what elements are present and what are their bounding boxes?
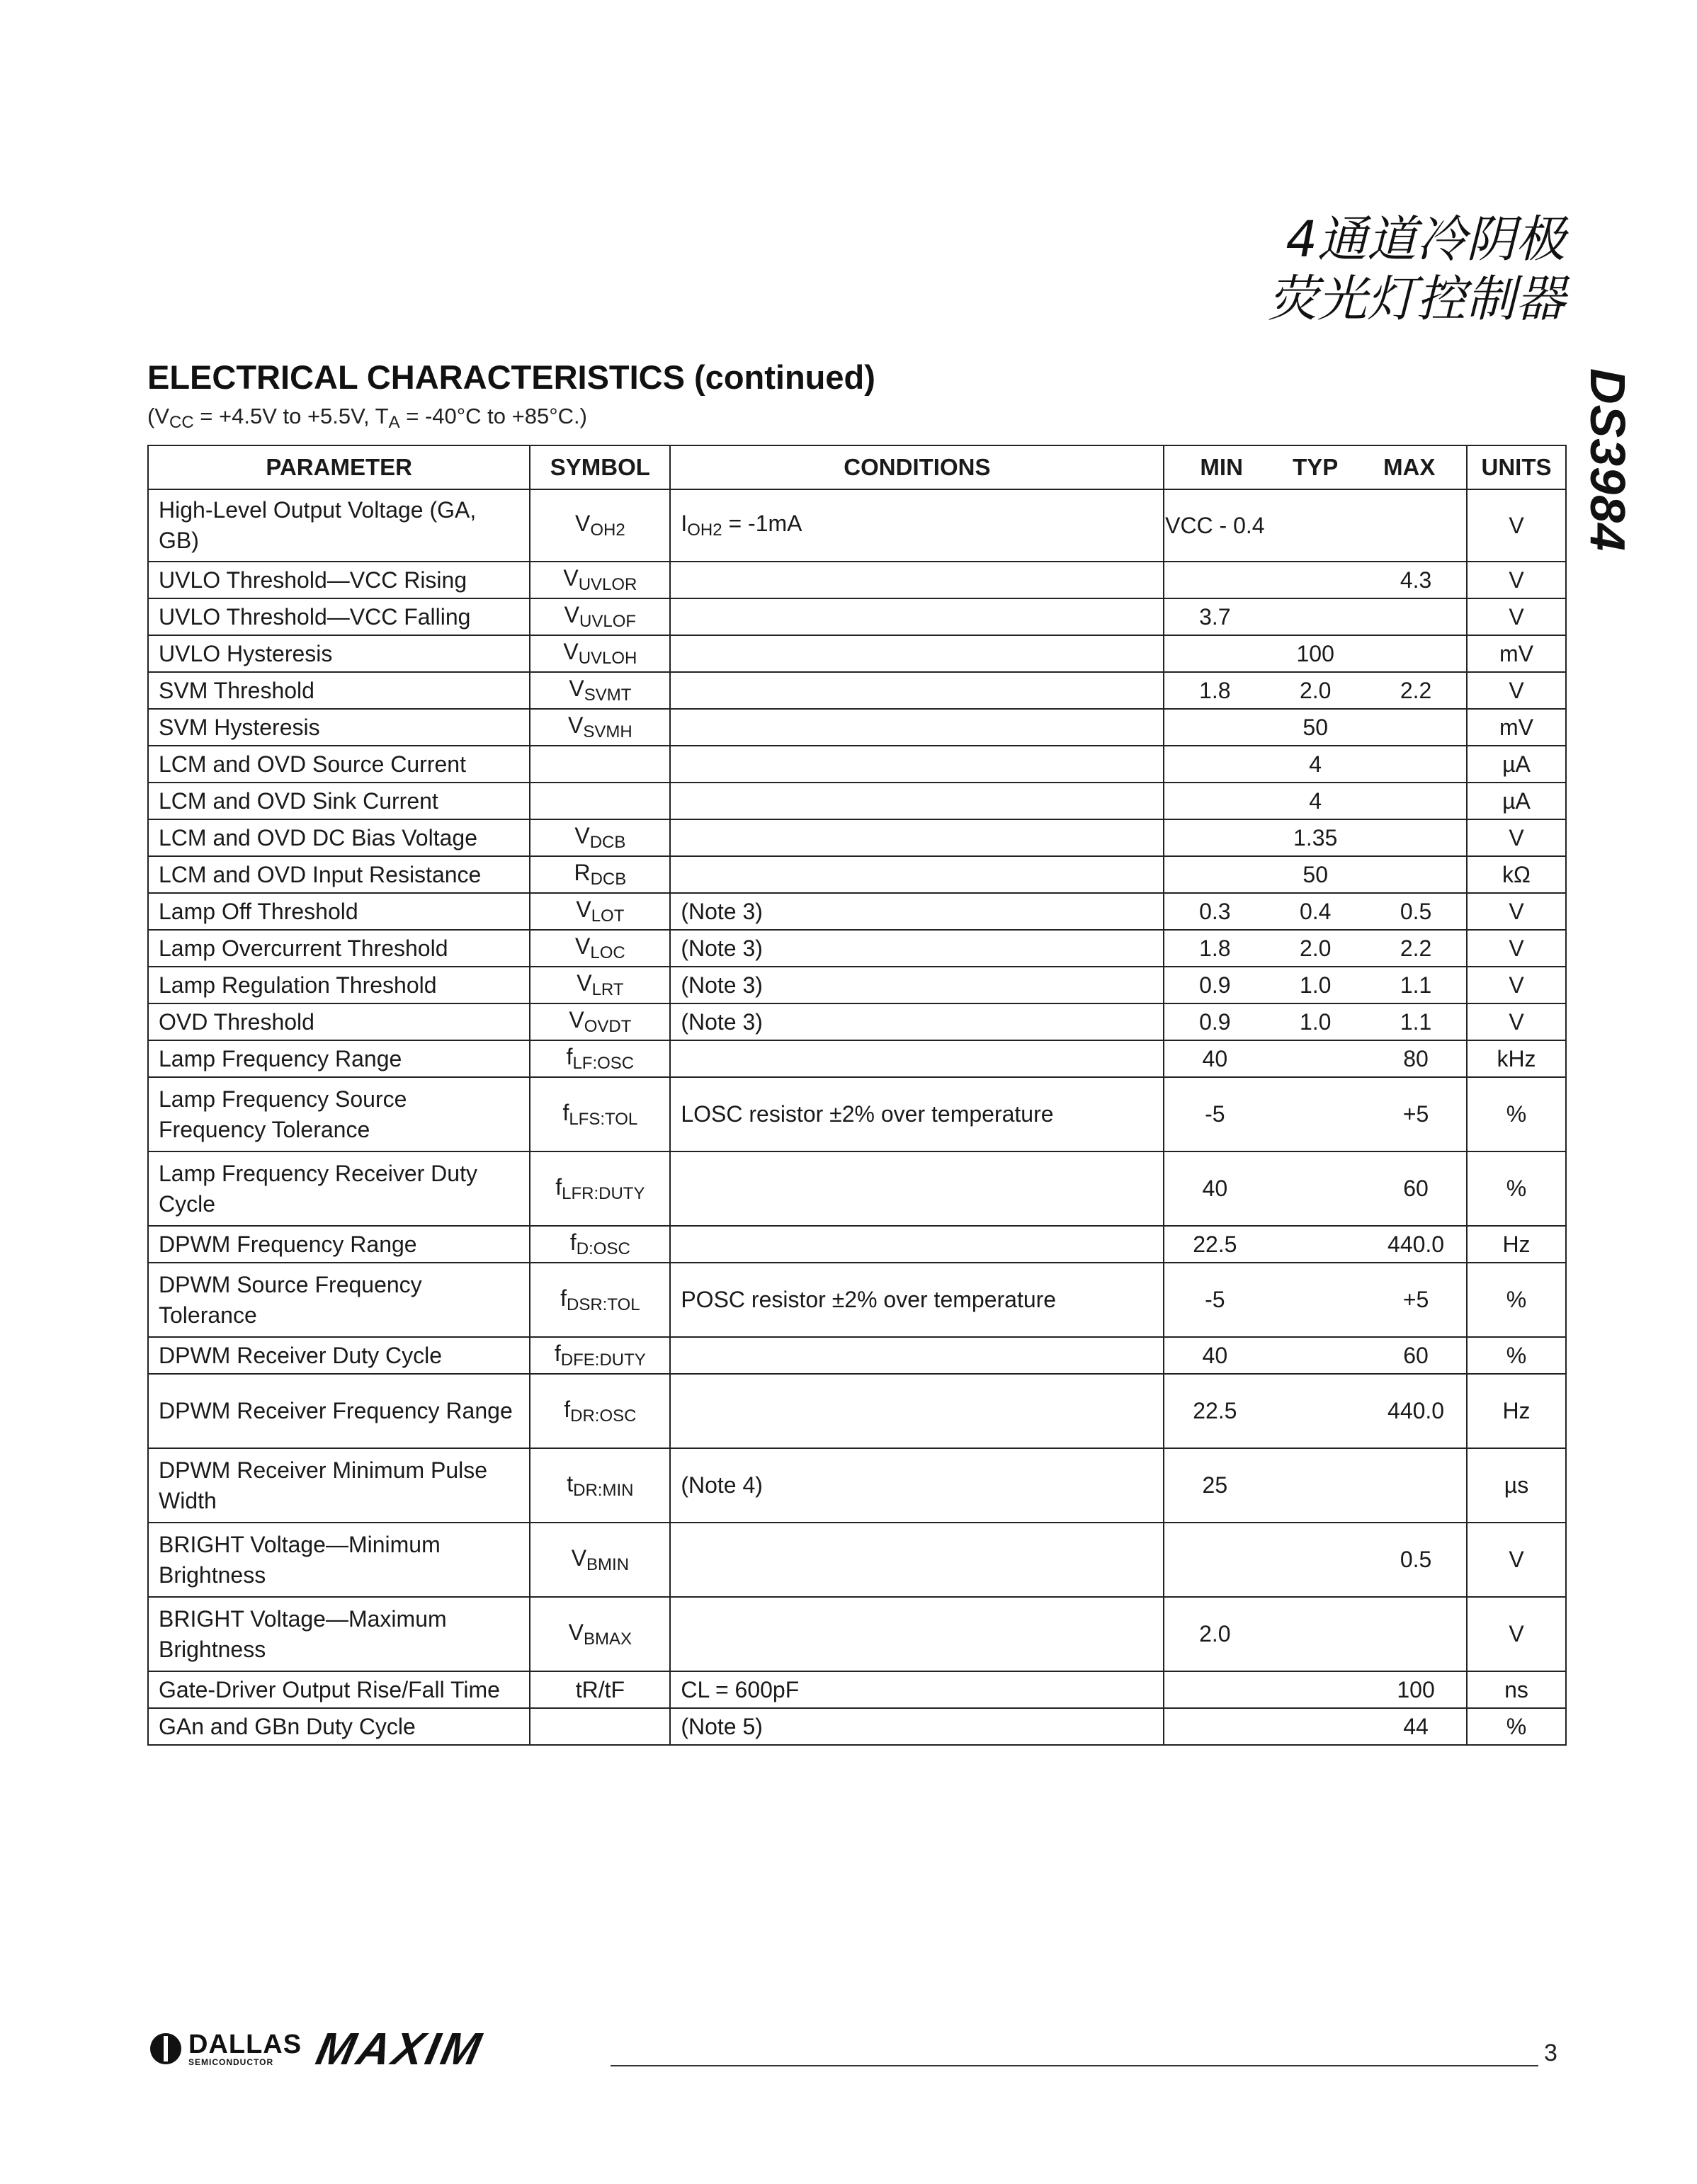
min-value: 3.7 (1199, 603, 1231, 630)
symbol-cell: $f_{D:OSC}$ (530, 1226, 670, 1263)
units-cell: V (1467, 1523, 1566, 1597)
dallas-brand-sub: SEMICONDUCTOR (188, 2057, 274, 2067)
conditions-cell: CL = 600pF (670, 1671, 1164, 1708)
parameter-cell: Gate-Driver Output Rise/Fall Time (148, 1671, 530, 1708)
parameter-cell: LCM and OVD Sink Current (148, 783, 530, 819)
min-typ-max-cell (1164, 672, 1467, 709)
symbol-cell (530, 783, 670, 819)
operating-conditions: ($V_{CC} = +4.5V$ to +5.5V, $T_A = -40^\circ C$ to +85°C.) (147, 404, 587, 432)
header-symbol: SYMBOL (530, 445, 670, 489)
min-value: 22.5 (1193, 1231, 1237, 1257)
symbol-cell: $V_{DCB}$ (530, 819, 670, 856)
min-value: 0.3 (1199, 898, 1231, 924)
symbol-cell: $V_{UVLOF}$ (530, 598, 670, 635)
symbol-cell: $V_{SVMT}$ (530, 672, 670, 709)
max-value (1366, 1472, 1466, 1498)
conditions-cell (670, 709, 1164, 746)
min-typ-max-cell (1164, 489, 1467, 562)
conditions-cell: $I_{OH2} = -1mA$ (670, 489, 1164, 562)
max-value: 4.3 (1400, 567, 1432, 593)
min-value (1164, 567, 1265, 593)
min-value: 40 (1202, 1045, 1228, 1071)
min-typ-max-cell (1164, 1708, 1467, 1745)
units-cell: % (1467, 1077, 1566, 1151)
table-row (148, 967, 1566, 1003)
document-title (1268, 210, 1565, 329)
min-typ-max-cell (1164, 783, 1467, 819)
table-row (148, 819, 1566, 856)
conditions-cell (670, 598, 1164, 635)
symbol-cell (530, 746, 670, 783)
conditions-cell (670, 746, 1164, 783)
symbol-cell: $V_{LOT}$ (530, 893, 670, 930)
typ-value (1265, 1398, 1366, 1424)
header-parameter: PARAMETER (148, 445, 530, 489)
max-value (1366, 1621, 1466, 1647)
parameter-cell: DPWM Receiver Duty Cycle (148, 1337, 530, 1374)
symbol-cell: $V_{LOC}$ (530, 930, 670, 967)
symbol-cell: $V_{SVMH}$ (530, 709, 670, 746)
max-value (1366, 825, 1466, 851)
min-typ-max-cell (1164, 562, 1467, 598)
conditions-cell (670, 783, 1164, 819)
conditions-cell (670, 635, 1164, 672)
table-row (148, 1003, 1566, 1040)
max-value (1366, 641, 1466, 667)
table-row (148, 1448, 1566, 1523)
max-value: 1.1 (1400, 972, 1432, 998)
units-cell: mV (1467, 635, 1566, 672)
max-value: 60 (1403, 1342, 1429, 1368)
parameter-cell: BRIGHT Voltage—Maximum Brightness (148, 1597, 530, 1671)
parameter-cell: GAn and GBn Duty Cycle (148, 1708, 530, 1745)
min-value (1164, 788, 1265, 814)
symbol-cell: $V_{OH2}$ (530, 489, 670, 562)
table-row (148, 1263, 1566, 1337)
symbol-cell (530, 1708, 670, 1745)
table-row (148, 1708, 1566, 1745)
parameter-cell: Lamp Off Threshold (148, 893, 530, 930)
parameter-cell: BRIGHT Voltage—Minimum Brightness (148, 1523, 530, 1597)
min-typ-max-cell (1164, 1597, 1467, 1671)
table-row (148, 893, 1566, 930)
min-typ-max-cell (1164, 1523, 1467, 1597)
symbol-cell: $f_{LFR:DUTY}$ (530, 1151, 670, 1226)
header-units: UNITS (1467, 445, 1566, 489)
table-row (148, 598, 1566, 635)
max-value: 2.2 (1400, 935, 1432, 961)
conditions-cell (670, 819, 1164, 856)
units-cell: V (1467, 1597, 1566, 1671)
max-value (1366, 751, 1466, 778)
symbol-cell: $V_{LRT}$ (530, 967, 670, 1003)
table-row (148, 1337, 1566, 1374)
max-value: 100 (1397, 1676, 1435, 1702)
parameter-cell: DPWM Receiver Frequency Range (148, 1374, 530, 1448)
units-cell: V (1467, 967, 1566, 1003)
typ-value: 100 (1296, 640, 1334, 666)
conditions-cell (670, 1226, 1164, 1263)
parameter-cell: LCM and OVD DC Bias Voltage (148, 819, 530, 856)
min-typ-max-cell (1164, 819, 1467, 856)
min-typ-max-cell (1164, 746, 1467, 783)
symbol-cell: $V_{UVLOR}$ (530, 562, 670, 598)
conditions-cell (670, 672, 1164, 709)
typ-value (1265, 1472, 1366, 1498)
conditions-cell: (Note 4) (670, 1448, 1164, 1523)
max-value (1366, 604, 1466, 630)
min-value: 40 (1202, 1176, 1228, 1201)
parameter-cell: UVLO Threshold—VCC Falling (148, 598, 530, 635)
units-cell: ns (1467, 1671, 1566, 1708)
min-typ-max-cell (1164, 598, 1467, 635)
parameter-cell: Lamp Overcurrent Threshold (148, 930, 530, 967)
header-min-typ-max (1164, 445, 1467, 489)
parameter-cell: LCM and OVD Input Resistance (148, 856, 530, 893)
units-cell: V (1467, 562, 1566, 598)
symbol-cell: $f_{LFS:TOL}$ (530, 1077, 670, 1151)
table-row (148, 783, 1566, 819)
min-typ-max-cell (1164, 1263, 1467, 1337)
table-header-row (148, 445, 1566, 489)
typ-value: 50 (1302, 714, 1328, 740)
typ-value: 1.0 (1299, 972, 1332, 998)
typ-value (1265, 1101, 1366, 1127)
units-cell: µs (1467, 1448, 1566, 1523)
min-typ-max-cell (1164, 856, 1467, 893)
units-cell: µA (1467, 783, 1566, 819)
units-cell: V (1467, 930, 1566, 967)
max-value (1366, 715, 1466, 741)
max-value: 80 (1403, 1045, 1429, 1071)
typ-value (1265, 1677, 1366, 1703)
units-cell: % (1467, 1337, 1566, 1374)
conditions-cell: (Note 3) (670, 930, 1164, 967)
max-value: 44 (1403, 1713, 1429, 1739)
table-row (148, 709, 1566, 746)
symbol-cell: $V_{BMIN}$ (530, 1523, 670, 1597)
min-value: 1.8 (1199, 677, 1231, 703)
min-value (1164, 1547, 1265, 1573)
parameter-cell: Lamp Frequency Source Frequency Tolerance (148, 1077, 530, 1151)
max-value: 0.5 (1400, 1547, 1432, 1572)
min-typ-max-cell (1164, 1337, 1467, 1374)
conditions-cell (670, 1337, 1164, 1374)
min-value: 25 (1202, 1472, 1228, 1498)
symbol-cell: $f_{DSR:TOL}$ (530, 1263, 670, 1337)
units-cell: kHz (1467, 1040, 1566, 1077)
min-typ-max-cell (1164, 1374, 1467, 1448)
header-conditions: CONDITIONS (670, 445, 1164, 489)
footer-divider (611, 2065, 1538, 2066)
units-cell: V (1467, 598, 1566, 635)
footer-logo (150, 2023, 489, 2075)
typ-value: 4 (1309, 751, 1322, 777)
max-value: 440.0 (1387, 1398, 1445, 1423)
max-value: 60 (1403, 1176, 1429, 1201)
min-typ-max-cell (1164, 1151, 1467, 1226)
typ-value: 1.0 (1299, 1008, 1332, 1035)
symbol-cell: $V_{UVLOH}$ (530, 635, 670, 672)
table-row (148, 746, 1566, 783)
typ-value (1265, 1343, 1366, 1369)
min-typ-max-cell (1164, 967, 1467, 1003)
min-typ-max-cell (1164, 930, 1467, 967)
conditions-cell: POSC resistor ±2% over temperature (670, 1263, 1164, 1337)
conditions-cell: LOSC resistor ±2% over temperature (670, 1077, 1164, 1151)
parameter-cell: Lamp Regulation Threshold (148, 967, 530, 1003)
max-value: 0.5 (1400, 898, 1432, 924)
min-value (1164, 1677, 1265, 1703)
min-value: 2.0 (1199, 1621, 1231, 1646)
typ-value (1265, 513, 1366, 539)
header-typ: TYP (1293, 454, 1339, 480)
table-row (148, 1226, 1566, 1263)
units-cell: % (1467, 1263, 1566, 1337)
typ-value: 4 (1309, 787, 1322, 814)
symbol-cell: $V_{OVDT}$ (530, 1003, 670, 1040)
max-value: 440.0 (1387, 1231, 1445, 1257)
parameter-cell: Lamp Frequency Receiver Duty Cycle (148, 1151, 530, 1226)
symbol-cell: $f_{DFE:DUTY}$ (530, 1337, 670, 1374)
conditions-cell (670, 856, 1164, 893)
min-value (1164, 751, 1265, 778)
parameter-cell: SVM Hysteresis (148, 709, 530, 746)
title-line-1: 4通道冷阴极 (1285, 210, 1565, 268)
table-row (148, 930, 1566, 967)
conditions-cell (670, 1040, 1164, 1077)
part-number-side-label: DS3984 (1580, 368, 1635, 552)
max-value (1366, 788, 1466, 814)
units-cell: µA (1467, 746, 1566, 783)
units-cell: Hz (1467, 1226, 1566, 1263)
parameter-cell: High-Level Output Voltage (GA, GB) (148, 489, 530, 562)
conditions-cell (670, 562, 1164, 598)
parameter-cell: Lamp Frequency Range (148, 1040, 530, 1077)
parameter-cell: LCM and OVD Source Current (148, 746, 530, 783)
typ-value (1265, 1547, 1366, 1573)
min-value: 22.5 (1193, 1398, 1237, 1423)
max-value: +5 (1402, 1101, 1429, 1127)
typ-value (1265, 604, 1366, 630)
units-cell: % (1467, 1151, 1566, 1226)
max-value (1366, 513, 1466, 539)
min-value: -5 (1205, 1287, 1225, 1312)
table-row (148, 562, 1566, 598)
maxim-brand: MAXIM (312, 2023, 489, 2074)
conditions-cell (670, 1151, 1164, 1226)
symbol-cell: $t_{DR:MIN}$ (530, 1448, 670, 1523)
min-typ-max-cell (1164, 635, 1467, 672)
min-value (1164, 715, 1265, 741)
parameter-cell: OVD Threshold (148, 1003, 530, 1040)
parameter-cell: UVLO Hysteresis (148, 635, 530, 672)
parameter-cell: SVM Threshold (148, 672, 530, 709)
conditions-cell (670, 1523, 1164, 1597)
units-cell: mV (1467, 709, 1566, 746)
min-value (1164, 1714, 1265, 1740)
dallas-brand: DALLAS (188, 2030, 302, 2059)
symbol-cell: $f_{DR:OSC}$ (530, 1374, 670, 1448)
min-value: 0.9 (1199, 1008, 1231, 1035)
min-typ-max-cell (1164, 709, 1467, 746)
typ-value (1265, 1046, 1366, 1072)
units-cell: V (1467, 489, 1566, 562)
conditions-cell: (Note 3) (670, 1003, 1164, 1040)
units-cell: kΩ (1467, 856, 1566, 893)
conditions-cell: (Note 3) (670, 967, 1164, 1003)
table-row (148, 1671, 1566, 1708)
units-cell: V (1467, 672, 1566, 709)
table-row (148, 1040, 1566, 1077)
parameter-cell: UVLO Threshold—VCC Rising (148, 562, 530, 598)
typ-value (1265, 1621, 1366, 1647)
units-cell: V (1467, 819, 1566, 856)
min-typ-max-cell (1164, 1003, 1467, 1040)
parameter-cell: DPWM Receiver Minimum Pulse Width (148, 1448, 530, 1523)
min-typ-max-cell (1164, 1671, 1467, 1708)
min-value: 0.9 (1199, 972, 1231, 998)
dallas-logo-icon (150, 2033, 181, 2064)
typ-value (1265, 1287, 1366, 1313)
max-value: +5 (1402, 1287, 1429, 1312)
header-max: MAX (1383, 454, 1436, 480)
typ-value: 1.35 (1293, 824, 1338, 851)
title-line-2: 荧光灯控制器 (1268, 270, 1565, 328)
page-number: 3 (1544, 2040, 1557, 2066)
min-value: -5 (1205, 1101, 1225, 1127)
table-row (148, 1597, 1566, 1671)
conditions-cell (670, 1597, 1164, 1671)
table-row (148, 1374, 1566, 1448)
parameter-cell: DPWM Frequency Range (148, 1226, 530, 1263)
table-row (148, 1077, 1566, 1151)
max-value (1366, 862, 1466, 888)
table-row (148, 1151, 1566, 1226)
typ-value: 0.4 (1299, 898, 1332, 924)
symbol-cell: $V_{BMAX}$ (530, 1597, 670, 1671)
max-value: 2.2 (1400, 677, 1432, 703)
table-row (148, 635, 1566, 672)
units-cell: Hz (1467, 1374, 1566, 1448)
parameter-cell: DPWM Source Frequency Tolerance (148, 1263, 530, 1337)
min-typ-max-cell (1164, 893, 1467, 930)
typ-value (1265, 567, 1366, 593)
section-title: ELECTRICAL CHARACTERISTICS (continued) (147, 358, 875, 396)
electrical-characteristics-table (147, 445, 1567, 1746)
table-row (148, 856, 1566, 893)
units-cell: V (1467, 1003, 1566, 1040)
conditions-cell: (Note 3) (670, 893, 1164, 930)
symbol-cell: $R_{DCB}$ (530, 856, 670, 893)
max-value: 1.1 (1400, 1008, 1432, 1035)
symbol-cell: tR/tF (530, 1671, 670, 1708)
min-typ-max-cell (1164, 1448, 1467, 1523)
header-min: MIN (1200, 454, 1243, 480)
typ-value: 2.0 (1299, 677, 1332, 703)
conditions-cell (670, 1374, 1164, 1448)
conditions-cell: (Note 5) (670, 1708, 1164, 1745)
typ-value: 2.0 (1299, 935, 1332, 961)
table-row (148, 672, 1566, 709)
min-typ-max-cell (1164, 1077, 1467, 1151)
min-value: VCC - 0.4 (1165, 512, 1265, 538)
typ-value (1265, 1714, 1366, 1740)
min-value (1164, 641, 1265, 667)
min-typ-max-cell (1164, 1040, 1467, 1077)
units-cell: V (1467, 893, 1566, 930)
typ-value (1265, 1232, 1366, 1258)
min-value: 1.8 (1199, 935, 1231, 961)
typ-value: 50 (1302, 861, 1328, 887)
table-row (148, 1523, 1566, 1597)
min-value (1164, 862, 1265, 888)
symbol-cell: $f_{LF:OSC}$ (530, 1040, 670, 1077)
min-value (1164, 825, 1265, 851)
min-value: 40 (1202, 1342, 1228, 1368)
table-row (148, 489, 1566, 562)
typ-value (1265, 1176, 1366, 1202)
units-cell: % (1467, 1708, 1566, 1745)
min-typ-max-cell (1164, 1226, 1467, 1263)
